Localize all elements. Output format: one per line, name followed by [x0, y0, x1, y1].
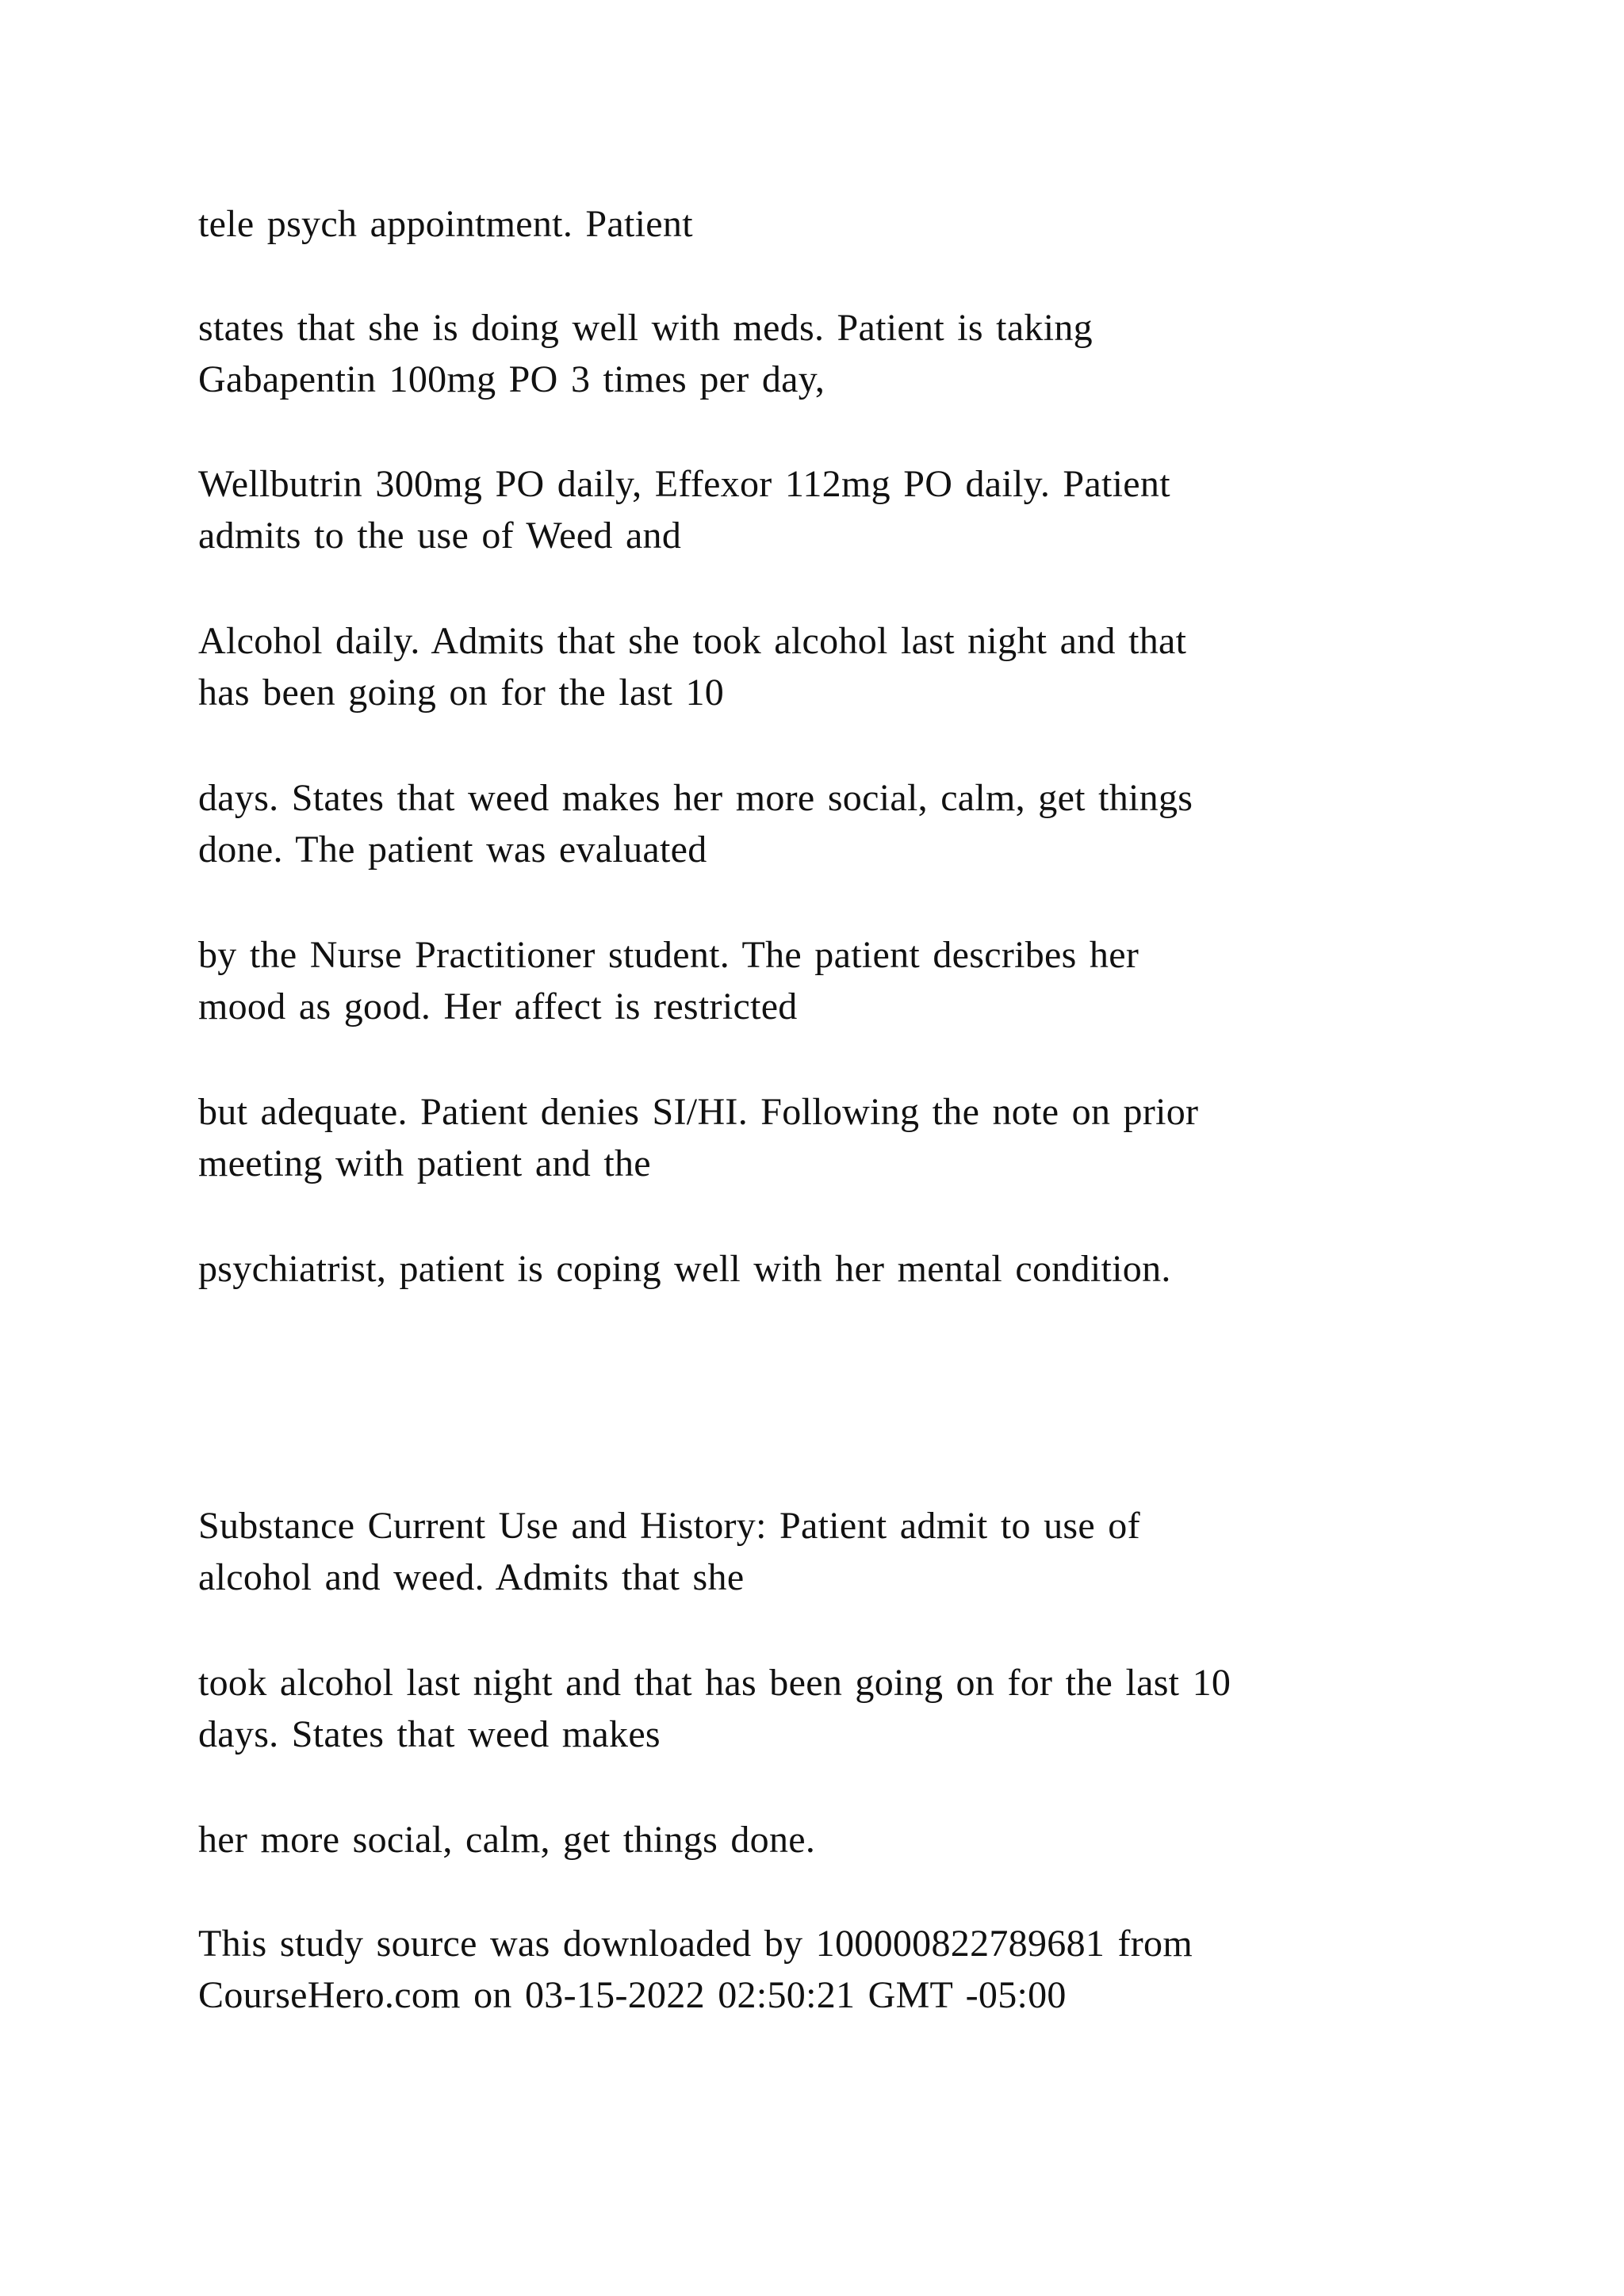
- paragraph-5: [198, 772, 1483, 875]
- footer-line: This study source was downloaded by 100000822789681 from: [198, 1923, 1193, 1965]
- paragraph-9: [198, 1500, 1483, 1603]
- paragraph-line: but adequate. Patient denies SI/HI. Following the note on prior: [198, 1091, 1199, 1133]
- paragraph-line: Substance Current Use and History: Patient admit to use of: [198, 1505, 1140, 1547]
- paragraph-line: admits to the use of Weed and: [198, 515, 682, 557]
- paragraph-line: days. States that weed makes: [198, 1713, 661, 1755]
- paragraph-line: alcohol and weed. Admits that she: [198, 1556, 745, 1598]
- paragraph-line: by the Nurse Practitioner student. The patient describes her: [198, 934, 1139, 976]
- paragraph-2: [198, 302, 1483, 405]
- paragraph-6: [198, 929, 1483, 1032]
- paragraph-line: took alcohol last night and that has been going on for the last 10: [198, 1662, 1231, 1704]
- download-footer: [198, 1918, 1483, 2021]
- paragraph-line: meeting with patient and the: [198, 1142, 651, 1184]
- paragraph-line: done. The patient was evaluated: [198, 828, 707, 871]
- paragraph-line: psychiatrist, patient is coping well with her mental condition.: [198, 1248, 1171, 1290]
- paragraph-line: states that she is doing well with meds. Patient is taking: [198, 307, 1093, 349]
- paragraph-line: mood as good. Her affect is restricted: [198, 985, 798, 1027]
- paragraph-7: [198, 1086, 1483, 1189]
- paragraph-line: Gabapentin 100mg PO 3 times per day,: [198, 358, 825, 400]
- paragraph-line: has been going on for the last 10: [198, 672, 725, 714]
- paragraph-line: tele psych appointment. Patient: [198, 203, 693, 245]
- paragraph-11: [198, 1814, 1483, 1866]
- paragraph-line: Alcohol daily. Admits that she took alcohol last night and that: [198, 620, 1187, 662]
- footer-line: CourseHero.com on 03-15-2022 02:50:21 GMT -05:00: [198, 1974, 1067, 2016]
- paragraph-line: her more social, calm, get things done.: [198, 1819, 816, 1861]
- paragraph-1: [198, 198, 1483, 250]
- paragraph-8: [198, 1243, 1483, 1295]
- paragraph-3: [198, 458, 1483, 561]
- paragraph-line: days. States that weed makes her more social, calm, get things: [198, 777, 1193, 819]
- paragraph-line: Wellbutrin 300mg PO daily, Effexor 112mg PO daily. Patient: [198, 463, 1170, 505]
- paragraph-4: [198, 615, 1483, 718]
- paragraph-10: [198, 1657, 1483, 1760]
